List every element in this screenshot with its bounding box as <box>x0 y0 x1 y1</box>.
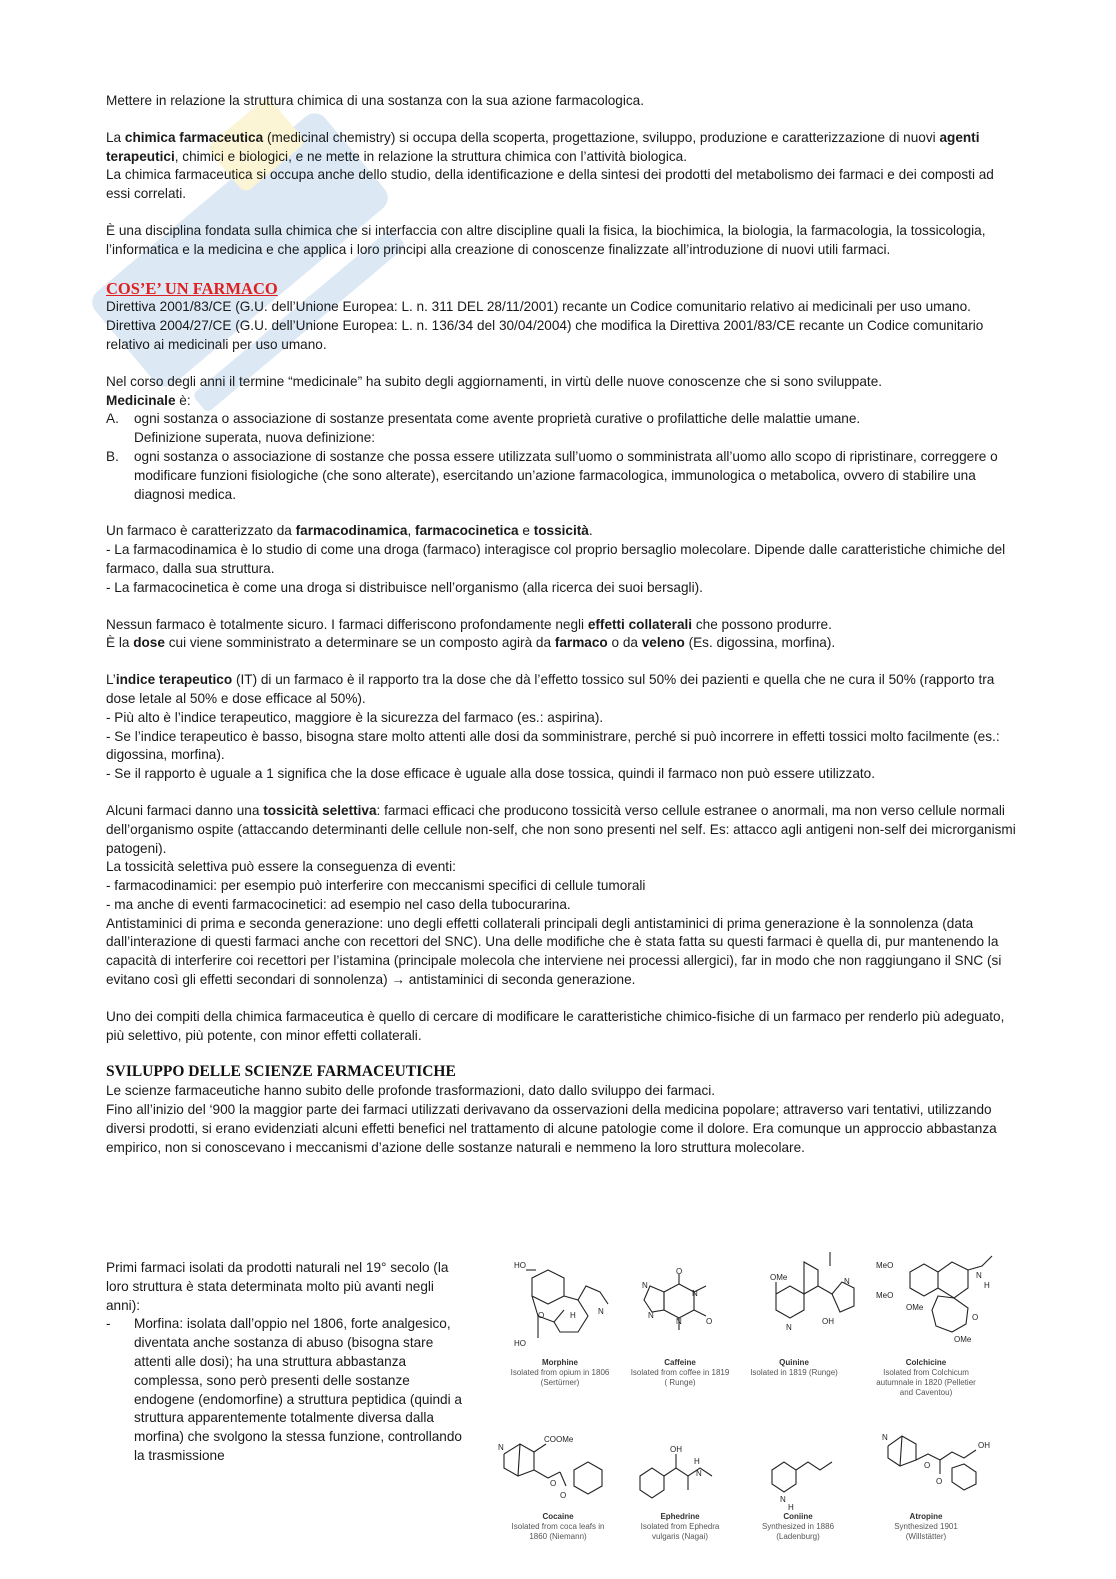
svg-text:H: H <box>788 1503 794 1512</box>
svg-text:O: O <box>706 1317 713 1326</box>
directive-2001: Direttiva 2001/83/CE (G.U. dell’Unione Europea: L. n. 311 DEL 28/11/2001) recante un Codice comunitario relativo ai medicinali per uso umano. <box>106 299 971 315</box>
morphine-caption: Morphine Isolated from opium in 1806 (Sertürner) <box>510 1358 610 1387</box>
natural-products-intro: Primi farmaci isolati da prodotti naturali nel 19° secolo (la loro struttura è stata determinata molto più avanti negli anni): <box>106 1260 449 1313</box>
selective-toxicity: Alcuni farmaci danno una tossicità selettiva: farmaci efficaci che producono tossicità verso cellule estranee o anormali, ma non verso cellule normali dell’organismo ospite (attaccando determinanti delle cellule non-self, che non sono presenti nel self. Es: attacco agli antigeni non-self dei microrganismi patogeni). <box>106 802 1016 856</box>
svg-text:HO: HO <box>514 1261 526 1270</box>
atropine-caption: Atropine Synthesized 1901 (Willstätter) <box>894 1512 958 1541</box>
heading-sviluppo: SVILUPPO DELLE SCIENZE FARMACEUTICHE <box>106 1063 456 1081</box>
directive-2004: Direttiva 2004/27/CE (G.U. dell’Unione Europea: L. n. 136/34 del 30/04/2004) che modifica la Direttiva 2001/83/CE recante un Codice comunitario relativo ai medicinali per uso umano. <box>106 318 984 352</box>
medicinale-label: Medicinale è: <box>106 392 191 408</box>
intro-discipline: È una disciplina fondata sulla chimica che si interfaccia con altre discipline quali la fisica, la biochimica, la biologia, la farmacologia, la tossicologia, l’informatica e la medicina e che applica i loro principi alla creazione di conoscenze finalizzate all’introduzione di nuovi utili farmaci. <box>106 222 986 257</box>
svg-text:H: H <box>694 1457 700 1466</box>
svg-text:O: O <box>936 1477 943 1486</box>
quinine-caption: Quinine Isolated in 1819 (Runge) <box>750 1358 838 1377</box>
svg-text:COOMe: COOMe <box>544 1435 574 1444</box>
svg-text:N: N <box>696 1469 702 1478</box>
caffeine-caption: Caffeine Isolated from coffee in 1819 ( Runge) <box>630 1358 730 1387</box>
farmacodinamica-def: - La farmacodinamica è lo studio di come una droga (farmaco) interagisce col proprio bersaglio molecolare. Dipende dalle caratteristiche chimiche del farmaco, dalla sua struttura. <box>106 542 1006 576</box>
colchicine-caption: Colchicine Isolated from Colchicum autumnale in 1820 (Pelletier and Caventou) <box>876 1358 976 1397</box>
svg-text:N: N <box>498 1443 504 1452</box>
cocaine-structure <box>494 1430 614 1510</box>
safety-line: Nessun farmaco è totalmente sicuro. I farmaci differiscono profondamente negli effetti collaterali che possono produrre. <box>106 616 832 632</box>
list-item: A. ogni sostanza o associazione di sostanze presentata come avente proprietà curative o profilattiche delle malattie umane. Definizione superata, nuova definizione: <box>106 411 861 446</box>
document-body <box>106 92 1018 1157</box>
dose-line: È la dose cui viene somministrato a determinare se un composto agirà da farmaco o da veleno (Es. digossina, morfina). <box>106 635 836 651</box>
therapeutic-index: L’indice terapeutico (IT) di un farmaco è il rapporto tra la dose che dà l’effetto tossico sul 50% dei pazienti e quella che ne cura il 50% (rapporto tra dose letale al 50% e dose efficace al 50%). <box>106 672 995 706</box>
svg-text:N: N <box>598 1307 604 1316</box>
svg-text:N: N <box>642 1281 648 1290</box>
quinine-structure <box>756 1248 866 1358</box>
svg-text:H: H <box>984 1281 990 1290</box>
molecules-figure <box>494 1246 1014 1556</box>
svg-text:OH: OH <box>822 1317 834 1326</box>
selective-toxicity-dyn: - farmacodinamici: per esempio può interferire con meccanismi specifici di cellule tumorali <box>106 878 646 894</box>
ephedrine-caption: Ephedrine Isolated from Ephedra vulgaris (Nagai) <box>640 1512 720 1541</box>
atropine-structure <box>880 1424 1000 1510</box>
coniine-caption: Coniine Synthesized in 1886 (Ladenburg) <box>761 1512 835 1541</box>
selective-toxicity-events: La tossicità selettiva può essere la conseguenza di eventi: <box>106 859 456 875</box>
farmaco-characteristics: Un farmaco è caratterizzato da farmacodinamica, farmacocinetica e tossicità. <box>106 523 593 539</box>
svg-text:O: O <box>972 1313 979 1322</box>
svg-text:N: N <box>676 1317 682 1326</box>
medicinale-course: Nel corso degli anni il termine “medicinale” ha subito degli aggiornamenti, in virtù delle nuove conoscenze che si sono sviluppate. <box>106 373 883 389</box>
therapeutic-index-low: - Se l’indice terapeutico è basso, bisogna stare molto attenti alle dosi da somministrare, perché si può incorrere in effetti tossici molto facilmente (es.: digossina, morfina). <box>106 728 1000 763</box>
caffeine-structure <box>634 1266 724 1356</box>
svg-text:MeO: MeO <box>876 1291 894 1300</box>
svg-text:OMe: OMe <box>954 1335 972 1344</box>
therapeutic-index-one: - Se il rapporto è uguale a 1 significa che la dose efficace è uguale alla dose tossica, quindi il farmaco non può essere utilizzato. <box>106 766 876 782</box>
intro-line: Mettere in relazione la struttura chimica di una sostanza con la sua azione farmacologica. <box>106 93 644 108</box>
natural-products-text <box>106 1259 468 1466</box>
svg-text:N: N <box>882 1433 888 1442</box>
svg-text:OH: OH <box>670 1445 682 1454</box>
intro-paragraph: La chimica farmaceutica (medicinal chemistry) si occupa della scoperta, progettazione, sviluppo, produzione e caratterizzazione di nuovi agenti terapeutici, chimici e biologici, e ne mette in relazione la struttura chimica con l’attività biologica. <box>106 129 980 164</box>
cocaine-caption: Cocaine Isolated from coca leafs in 1860 (Niemann) <box>511 1512 605 1541</box>
svg-text:O: O <box>538 1311 545 1320</box>
svg-text:O: O <box>924 1461 931 1470</box>
svg-text:N: N <box>844 1277 850 1286</box>
svg-text:OH: OH <box>978 1441 990 1450</box>
sviluppo-p2: Fino all’inizio del ‘900 la maggior parte dei farmaci utilizzati derivavano da osservazioni della medicina popolare; attraverso vari tentativi, utilizzando diversi prodotti, si erano evidenziati alcuni effetti benefici nel trattamento di alcune patologie come il dolore. Era comunque un approccio abbastanza empirico, non si conoscevano i meccanismi d’azione delle sostanze naturali e nemmeno la loro struttura molecolare. <box>106 1102 997 1155</box>
sviluppo-p1: Le scienze farmaceutiche hanno subito delle profonde trasformazioni, dato dallo sviluppo dei farmaci. <box>106 1083 716 1099</box>
morphine-structure <box>508 1256 618 1356</box>
svg-text:N: N <box>648 1311 654 1320</box>
list-item: B. ogni sostanza o associazione di sostanze che possa essere utilizzata sull’uomo o somministrata all’uomo allo scopo di ripristinare, correggere o modificare funzioni fisiologiche (che sono alterate), esercitando un’azione farmacologica, immunologica o metabolica, ovvero di stabilire una diagnosi medica. <box>106 448 998 502</box>
svg-text:MeO: MeO <box>876 1261 894 1270</box>
svg-text:OMe: OMe <box>906 1303 924 1312</box>
farmacocinetica-def: - La farmacocinetica è come una droga si distribuisce nell’organismo (alla ricerca dei suoi bersagli). <box>106 579 703 595</box>
svg-text:O: O <box>560 1491 567 1500</box>
intro-metabolism: La chimica farmaceutica si occupa anche dello studio, della identificazione e della sintesi dei prodotti del metabolismo dei farmaci e dei composti ad essi correlati. <box>106 167 994 202</box>
medchem-task: Uno dei compiti della chimica farmaceutica è quello di cercare di modificare le caratteristiche chimico-fisiche di un farmaco per renderlo più adeguato, più selettivo, più potente, con minor effetti collaterali. <box>106 1008 1005 1043</box>
svg-text:O: O <box>676 1267 683 1276</box>
therapeutic-index-high: - Più alto è l’indice terapeutico, maggiore è la sicurezza del farmaco (es.: aspirina). <box>106 709 604 725</box>
svg-text:H: H <box>570 1311 576 1320</box>
selective-toxicity-kin: - ma anche di eventi farmacocinetici: ad esempio nel caso della tubocurarina. <box>106 896 571 912</box>
svg-text:O: O <box>550 1479 557 1488</box>
coniine-structure <box>764 1446 844 1512</box>
svg-text:N: N <box>780 1495 786 1504</box>
ephedrine-structure <box>634 1442 724 1512</box>
svg-text:N: N <box>786 1323 792 1332</box>
svg-text:N: N <box>976 1271 982 1280</box>
list-item: - Morfina: isolata dall’oppio nel 1806, forte analgesico, diventata anche sostanza di abuso (bisogna stare attenti alle dosi); ha una struttura abbastanza complessa, sono però presenti delle sostanze endogene (endomorfine) a struttura peptidica (quindi a struttura apparentemente totalmente diversa dalla morfina) che svolgono la stessa funzione, controllando la trasmissione <box>106 1316 462 1463</box>
antihistamines: Antistaminici di prima e seconda generazione: uno degli effetti collaterali principali degli antistaminici di prima generazione è la sonnolenza (data dall’interazione di questi farmaci anche con recettori del SNC). Una delle modifiche che è stata fatta su questi farmaci è quella di, pur mantenendo la capacità di interferire coi recettori per l’istamina (principale molecola che interviene nei processi allergici), far in modo che non raggiungano il SNC (si evitano così gli effetti secondari di sonnolenza) → antistaminici di seconda generazione. <box>106 915 1002 988</box>
heading-cos-e-un-farmaco: COS’E’ UN FARMACO <box>106 278 278 298</box>
svg-text:N: N <box>692 1289 698 1298</box>
svg-text:HO: HO <box>514 1339 526 1348</box>
colchicine-structure <box>876 1248 1006 1358</box>
svg-text:OMe: OMe <box>770 1273 788 1282</box>
